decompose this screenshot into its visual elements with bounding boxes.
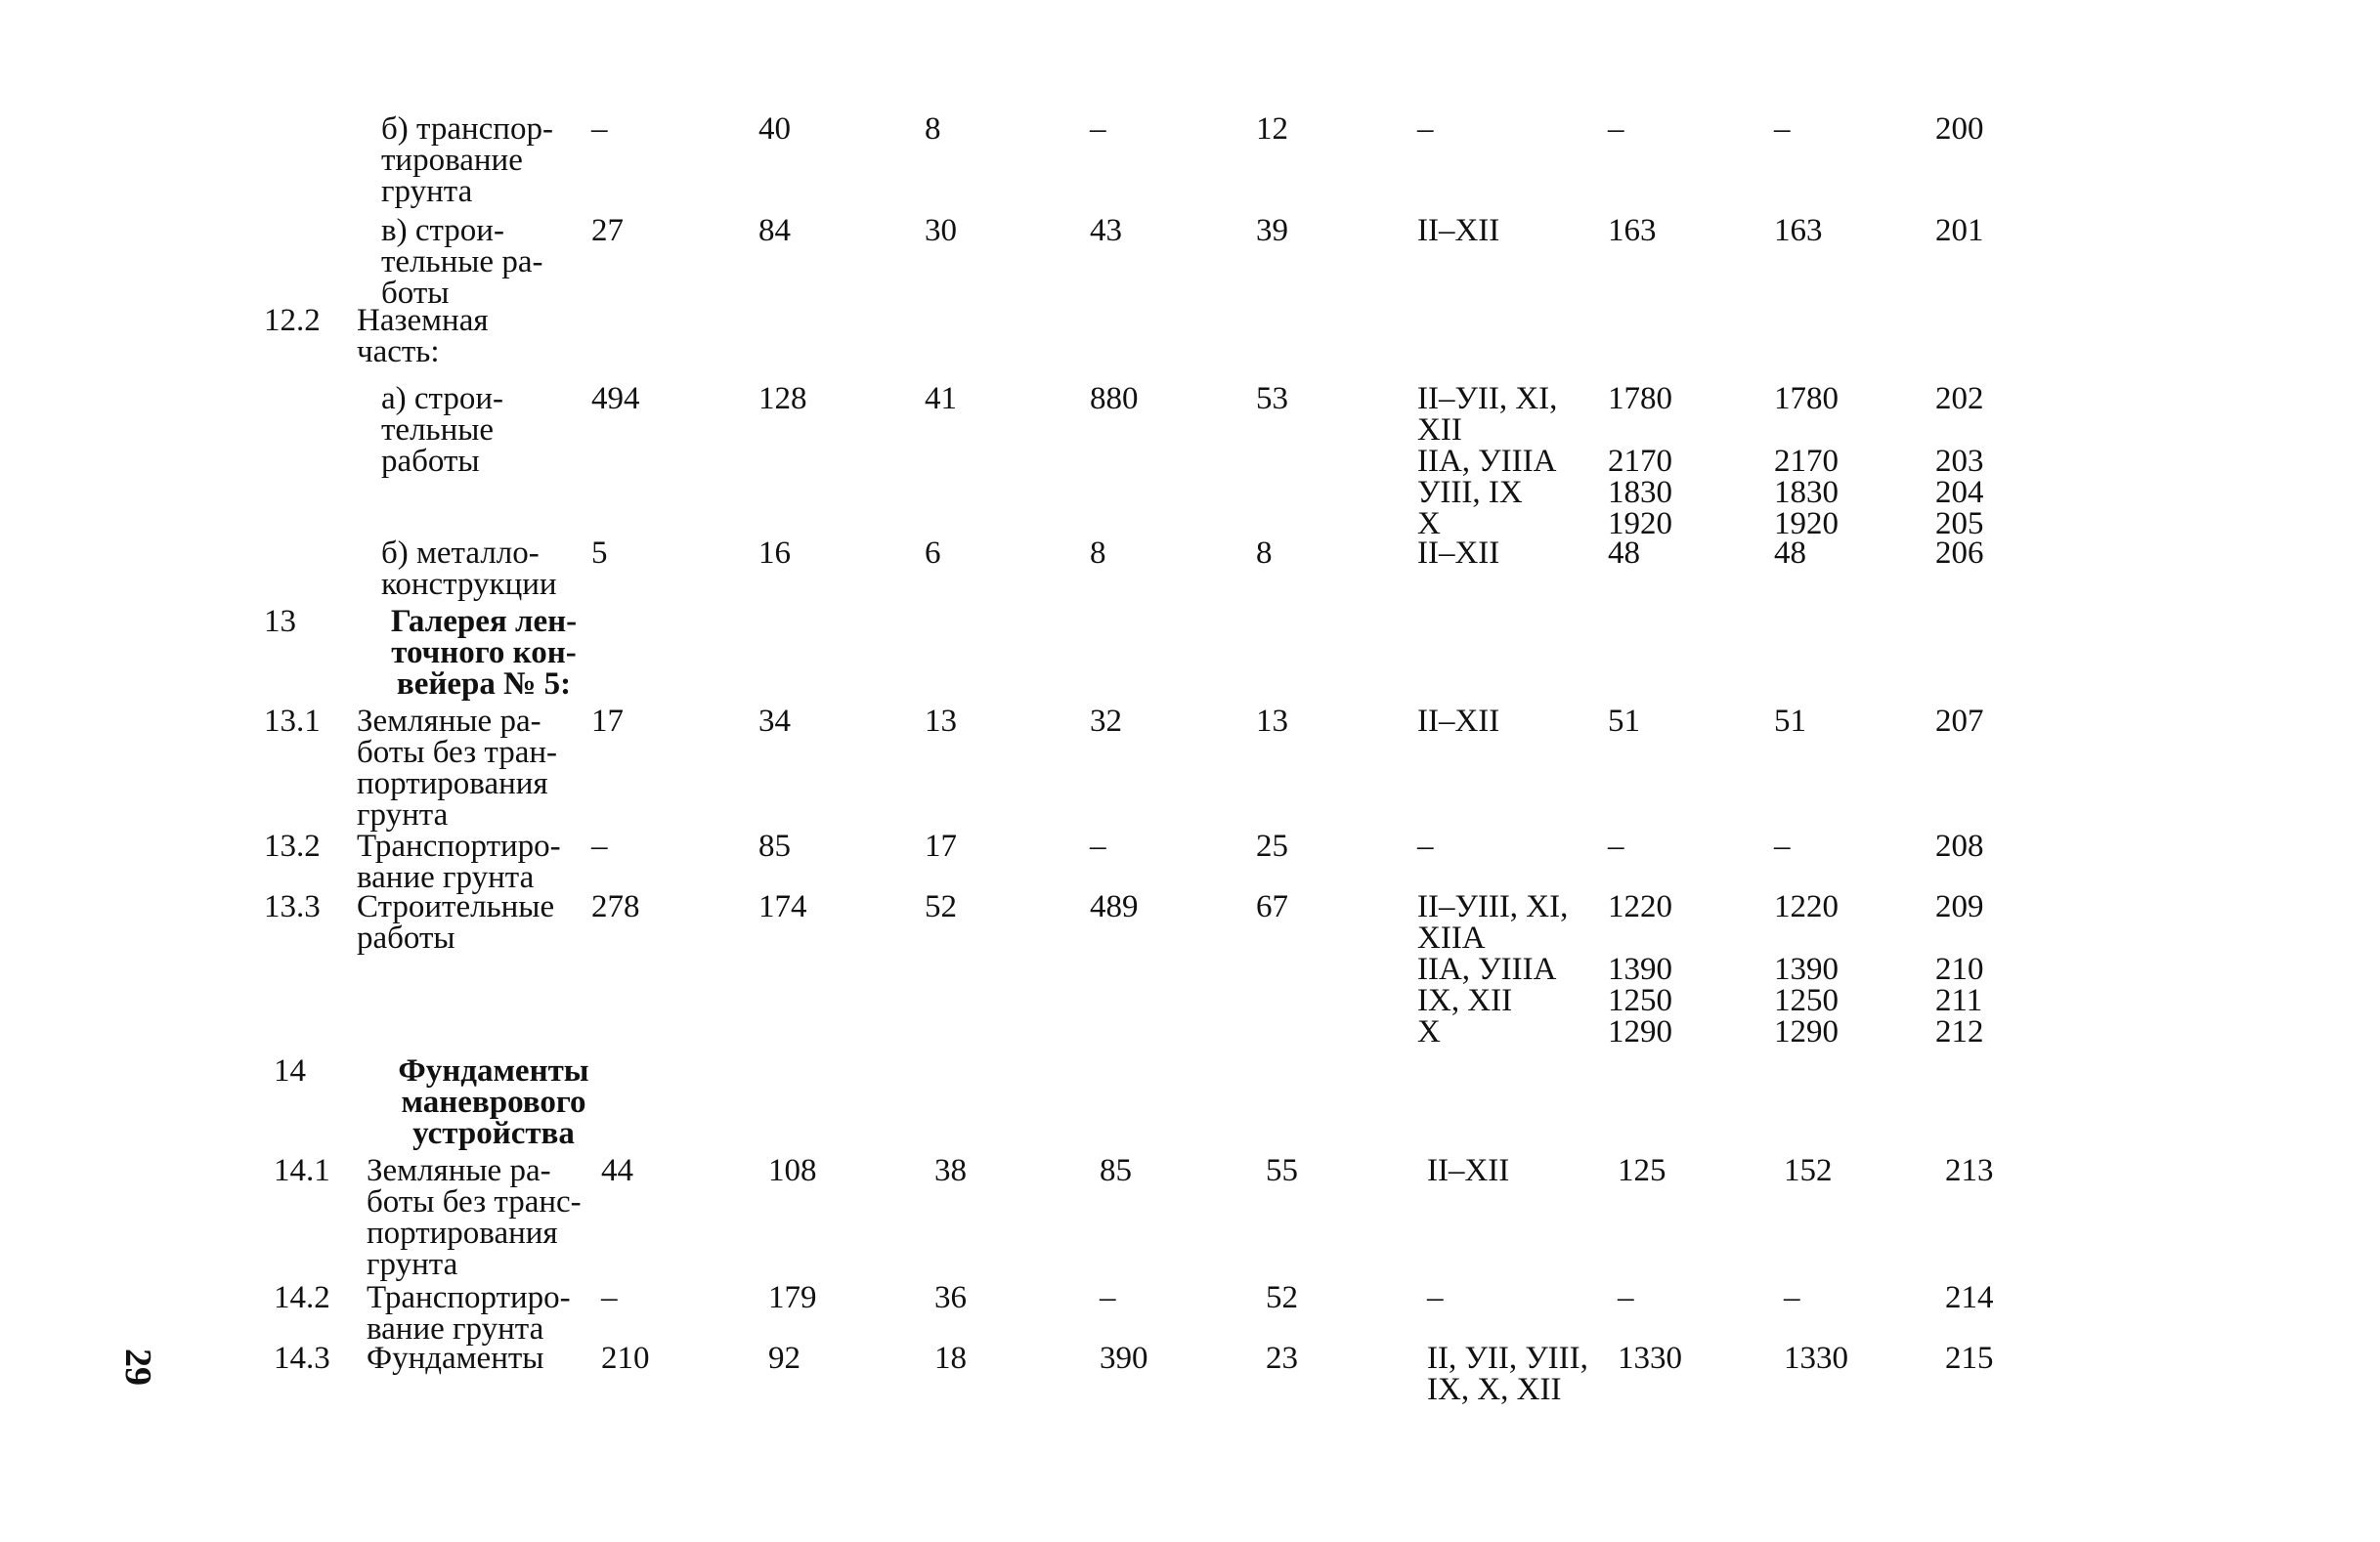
work-name: Транспортиро- вание грунта	[367, 1280, 571, 1347]
value-cell-4: –	[1090, 829, 1106, 864]
value-cell-6: 1330	[1618, 1341, 1682, 1376]
value-cell-2: 34	[758, 704, 791, 739]
value-cell-2: 85	[758, 829, 791, 864]
row-number: 13.1	[264, 704, 321, 739]
months-cell: –	[1427, 1280, 1444, 1315]
work-name: Земляные ра- боты без транс- портирования грунта	[367, 1153, 582, 1282]
code-cell: 206	[1935, 535, 1984, 571]
value-cell-3: 17	[925, 829, 957, 864]
value-cell-6: 125	[1618, 1153, 1666, 1188]
section-heading: Галерея лен- точного кон- вейера № 5:	[390, 604, 578, 702]
value-cell-7: 48	[1774, 535, 1806, 571]
work-name: б) металло- конструкции	[381, 535, 557, 602]
value-cell-5: 12	[1256, 111, 1288, 147]
work-name: Фундаменты	[367, 1341, 544, 1376]
value-cell-5: 25	[1256, 829, 1288, 864]
code-cell: 214	[1945, 1280, 1994, 1315]
value-cell-7: 1780 2170 1830 1920	[1774, 381, 1839, 541]
page-number: 29	[117, 1349, 158, 1386]
value-cell-1: –	[591, 111, 608, 147]
months-cell: II, УII, УIII, IX, X, XII	[1427, 1341, 1588, 1407]
value-cell-4: –	[1100, 1280, 1116, 1315]
value-cell-1: 44	[601, 1153, 633, 1188]
code-cell: 207	[1935, 704, 1984, 739]
value-cell-5: 67	[1256, 889, 1288, 924]
code-cell: 200	[1935, 111, 1984, 147]
value-cell-3: 30	[925, 213, 957, 248]
value-cell-7: 51	[1774, 704, 1806, 739]
code-cell: 209 210 211 212	[1935, 889, 1984, 1049]
value-cell-4: 489	[1090, 889, 1139, 924]
value-cell-4: 32	[1090, 704, 1122, 739]
value-cell-4: 880	[1090, 381, 1139, 416]
code-cell: 208	[1935, 829, 1984, 864]
value-cell-6: 1780 2170 1830 1920	[1608, 381, 1672, 541]
value-cell-5: 13	[1256, 704, 1288, 739]
months-cell: II–XII	[1427, 1153, 1510, 1188]
value-cell-4: 390	[1100, 1341, 1148, 1376]
value-cell-3: 6	[925, 535, 941, 571]
value-cell-6: –	[1608, 829, 1624, 864]
value-cell-7: 1330	[1784, 1341, 1848, 1376]
value-cell-4: 8	[1090, 535, 1106, 571]
work-name: Наземная часть:	[357, 303, 489, 369]
section-heading: Фундаменты маневрового устройства	[398, 1053, 589, 1151]
value-cell-2: 84	[758, 213, 791, 248]
value-cell-1: –	[601, 1280, 618, 1315]
value-cell-7: –	[1774, 829, 1791, 864]
row-number: 14.2	[274, 1280, 330, 1315]
row-number: 14.3	[274, 1341, 330, 1376]
value-cell-1: 27	[591, 213, 624, 248]
row-number: 14	[274, 1053, 306, 1089]
value-cell-3: 38	[934, 1153, 967, 1188]
months-cell: II–УIII, XI, XIIA IIA, УIIIA IX, XII X	[1417, 889, 1569, 1049]
value-cell-4: 43	[1090, 213, 1122, 248]
value-cell-5: 52	[1266, 1280, 1298, 1315]
work-name: Строительные работы	[357, 889, 555, 956]
value-cell-3: 18	[934, 1341, 967, 1376]
code-cell: 202 203 204 205	[1935, 381, 1984, 541]
value-cell-2: 179	[768, 1280, 817, 1315]
months-cell: II–XII	[1417, 213, 1500, 248]
code-cell: 215	[1945, 1341, 1994, 1376]
value-cell-7: 152	[1784, 1153, 1833, 1188]
work-name: Земляные ра- боты без тран- портирования грунта	[357, 704, 558, 833]
value-cell-5: 55	[1266, 1153, 1298, 1188]
row-number: 12.2	[264, 303, 321, 338]
value-cell-3: 13	[925, 704, 957, 739]
value-cell-3: 41	[925, 381, 957, 416]
work-name: в) строи- тельные ра- боты	[381, 213, 543, 311]
work-name: б) транспор- тирование грунта	[381, 111, 553, 209]
value-cell-6: 48	[1608, 535, 1640, 571]
value-cell-3: 8	[925, 111, 941, 147]
value-cell-7: 1220 1390 1250 1290	[1774, 889, 1839, 1049]
value-cell-6: 51	[1608, 704, 1640, 739]
value-cell-2: 92	[768, 1341, 801, 1376]
work-name: а) строи- тельные работы	[381, 381, 504, 479]
value-cell-6: –	[1608, 111, 1624, 147]
value-cell-1: 5	[591, 535, 608, 571]
value-cell-2: 128	[758, 381, 807, 416]
value-cell-1: 17	[591, 704, 624, 739]
months-cell: II–XII	[1417, 704, 1500, 739]
value-cell-1: –	[591, 829, 608, 864]
work-name: Транспортиро- вание грунта	[357, 829, 561, 895]
value-cell-3: 36	[934, 1280, 967, 1315]
months-cell: II–XII	[1417, 535, 1500, 571]
months-cell: –	[1417, 829, 1434, 864]
row-number: 13.2	[264, 829, 321, 864]
code-cell: 213	[1945, 1153, 1994, 1188]
value-cell-5: 39	[1256, 213, 1288, 248]
value-cell-7: –	[1774, 111, 1791, 147]
value-cell-2: 108	[768, 1153, 817, 1188]
value-cell-4: 85	[1100, 1153, 1132, 1188]
row-number: 13.3	[264, 889, 321, 924]
months-cell: II–УII, XI, XII IIA, УIIIA УIII, IX X	[1417, 381, 1558, 541]
value-cell-1: 278	[591, 889, 640, 924]
value-cell-6: –	[1618, 1280, 1634, 1315]
value-cell-2: 16	[758, 535, 791, 571]
value-cell-3: 52	[925, 889, 957, 924]
value-cell-2: 40	[758, 111, 791, 147]
value-cell-4: –	[1090, 111, 1106, 147]
value-cell-1: 210	[601, 1341, 650, 1376]
value-cell-6: 1220 1390 1250 1290	[1608, 889, 1672, 1049]
months-cell: –	[1417, 111, 1434, 147]
value-cell-2: 174	[758, 889, 807, 924]
value-cell-6: 163	[1608, 213, 1657, 248]
row-number: 13	[264, 604, 296, 639]
value-cell-7: 163	[1774, 213, 1823, 248]
value-cell-5: 8	[1256, 535, 1273, 571]
value-cell-7: –	[1784, 1280, 1800, 1315]
code-cell: 201	[1935, 213, 1984, 248]
value-cell-5: 53	[1256, 381, 1288, 416]
row-number: 14.1	[274, 1153, 330, 1188]
value-cell-1: 494	[591, 381, 640, 416]
value-cell-5: 23	[1266, 1341, 1298, 1376]
